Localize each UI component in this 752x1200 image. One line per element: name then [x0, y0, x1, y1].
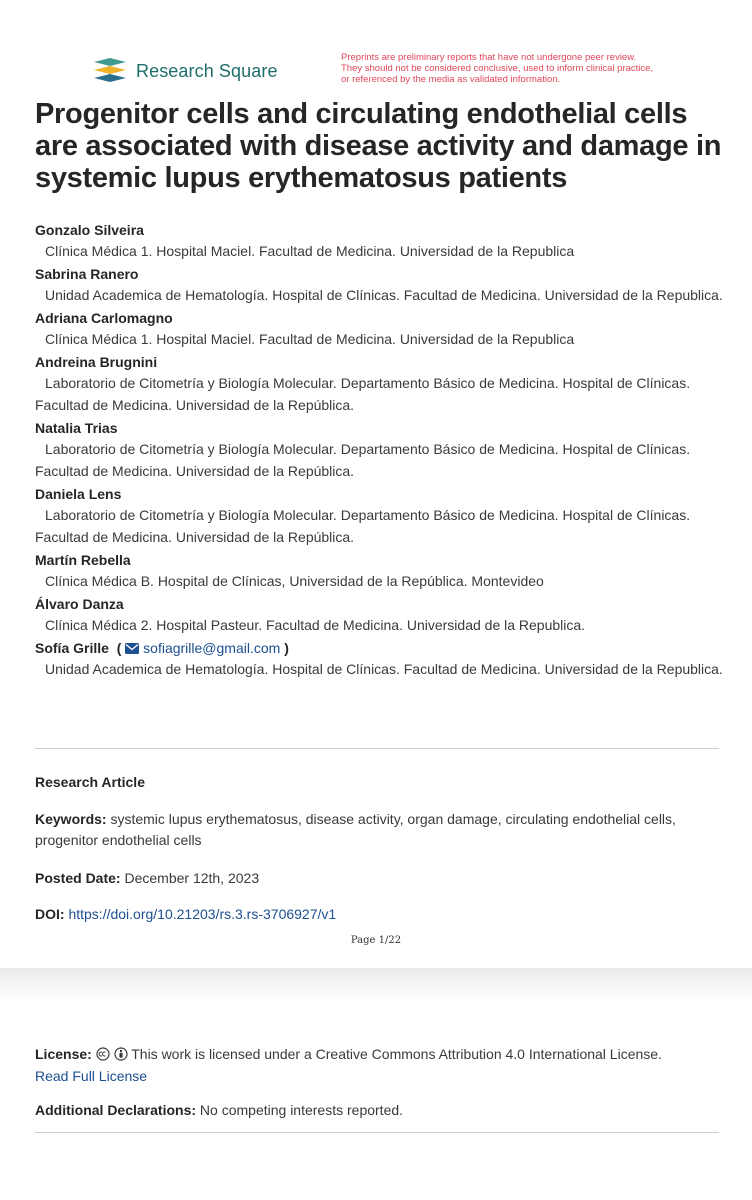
- author-name: Natalia Trias: [35, 420, 118, 436]
- author-name: Sabrina Ranero: [35, 266, 139, 282]
- author-entry: [35, 418, 725, 482]
- author-list: [35, 220, 725, 682]
- read-full-license-link[interactable]: Read Full License: [35, 1068, 148, 1084]
- email-link[interactable]: sofiagrille@gmail.com: [143, 640, 281, 656]
- license: [35, 1043, 725, 1087]
- author-affiliation: Laboratorio de Citometría y Biología Molecular. Departamento Básico de Medicina. Hospital de Clínicas. Facultad de Medicina. Universidad de la República.: [35, 507, 691, 545]
- attribution-icon: [114, 1047, 128, 1061]
- author-entry: [35, 594, 725, 636]
- author-entry: [35, 264, 725, 306]
- corresponding-author-line: Sofía Grille ( sofiagrille@gmail.com ): [35, 640, 289, 656]
- author-affiliation: Laboratorio de Citometría y Biología Molecular. Departamento Básico de Medicina. Hospital de Clínicas. Facultad de Medicina. Universidad de la República.: [35, 441, 691, 479]
- author-name: Sofía Grille: [35, 640, 109, 656]
- article-type: Research Article: [35, 774, 145, 790]
- author-name: Adriana Carlomagno: [35, 310, 173, 326]
- doi-link[interactable]: https://doi.org/10.21203/rs.3.rs-3706927/v1: [68, 906, 337, 922]
- keywords-label: Keywords:: [35, 811, 107, 827]
- author-name: Martín Rebella: [35, 552, 131, 568]
- declarations-value: No competing interests reported.: [199, 1102, 404, 1118]
- author-entry: [35, 352, 725, 416]
- posted-date-label: Posted Date:: [35, 870, 121, 886]
- author-name: Álvaro Danza: [35, 596, 124, 612]
- author-name: Andreina Brugnini: [35, 354, 158, 370]
- author-affiliation: Unidad Academica de Hematología. Hospital de Clínicas. Facultad de Medicina. Universidad de la Republica.: [45, 661, 723, 677]
- author-entry: [35, 550, 725, 592]
- research-square-logo[interactable]: [92, 56, 302, 86]
- doi-label: DOI:: [35, 906, 65, 922]
- author-name: Daniela Lens: [35, 486, 122, 502]
- header: [92, 52, 712, 92]
- posted-date: [35, 868, 725, 889]
- license-label: License:: [35, 1046, 92, 1062]
- author-entry: [35, 220, 725, 262]
- declarations-label: Additional Declarations:: [35, 1102, 197, 1118]
- creative-commons-icon: [96, 1047, 110, 1061]
- divider: [35, 1132, 719, 1133]
- keywords-value: systemic lupus erythematosus, disease activity, organ damage, circulating endothelial cells, progenitor endothelial cells: [35, 811, 676, 848]
- doi: [35, 904, 725, 925]
- license-text: This work is licensed under a Creative Commons Attribution 4.0 International License.: [131, 1046, 662, 1062]
- page-number: Page 1/22: [350, 935, 402, 946]
- divider: [35, 748, 719, 749]
- author-affiliation: Laboratorio de Citometría y Biología Molecular. Departamento Básico de Medicina. Hospital de Clínicas. Facultad de Medicina. Universidad de la República.: [35, 375, 691, 413]
- paper-title: Progenitor cells and circulating endothelial cells are associated with disease activity and damage in systemic lupus erythematosus patients: [35, 98, 722, 194]
- author-affiliation: Clínica Médica 2. Hospital Pasteur. Facultad de Medicina. Universidad de la Republica.: [45, 617, 586, 633]
- pdf-page-2: [0, 998, 752, 1200]
- corresponding-author-entry: [35, 638, 725, 680]
- author-affiliation: Unidad Academica de Hematología. Hospital de Clínicas. Facultad de Medicina. Universidad de la Republica.: [45, 287, 723, 303]
- author-affiliation: Clínica Médica B. Hospital de Clínicas, Universidad de la República. Montevideo: [45, 573, 544, 589]
- page-separator: [0, 968, 752, 998]
- author-entry: [35, 484, 725, 548]
- author-affiliation: Clínica Médica 1. Hospital Maciel. Facultad de Medicina. Universidad de la Republica: [45, 331, 575, 347]
- research-square-logo-icon: [92, 56, 130, 86]
- preprint-disclaimer: Preprints are preliminary reports that have not undergone peer review. They should not be considered conclusive, used to inform clinical practice, or referenced by the media as validated information.: [341, 52, 654, 85]
- author-entry: [35, 308, 725, 350]
- envelope-icon: [125, 643, 139, 654]
- author-name: Gonzalo Silveira: [35, 222, 144, 238]
- additional-declarations: [35, 1100, 725, 1121]
- logo-text: Research Square: [136, 60, 278, 81]
- posted-date-value: December 12th, 2023: [124, 870, 260, 886]
- author-affiliation: Clínica Médica 1. Hospital Maciel. Facultad de Medicina. Universidad de la Republica: [45, 243, 575, 259]
- keywords: [35, 809, 725, 851]
